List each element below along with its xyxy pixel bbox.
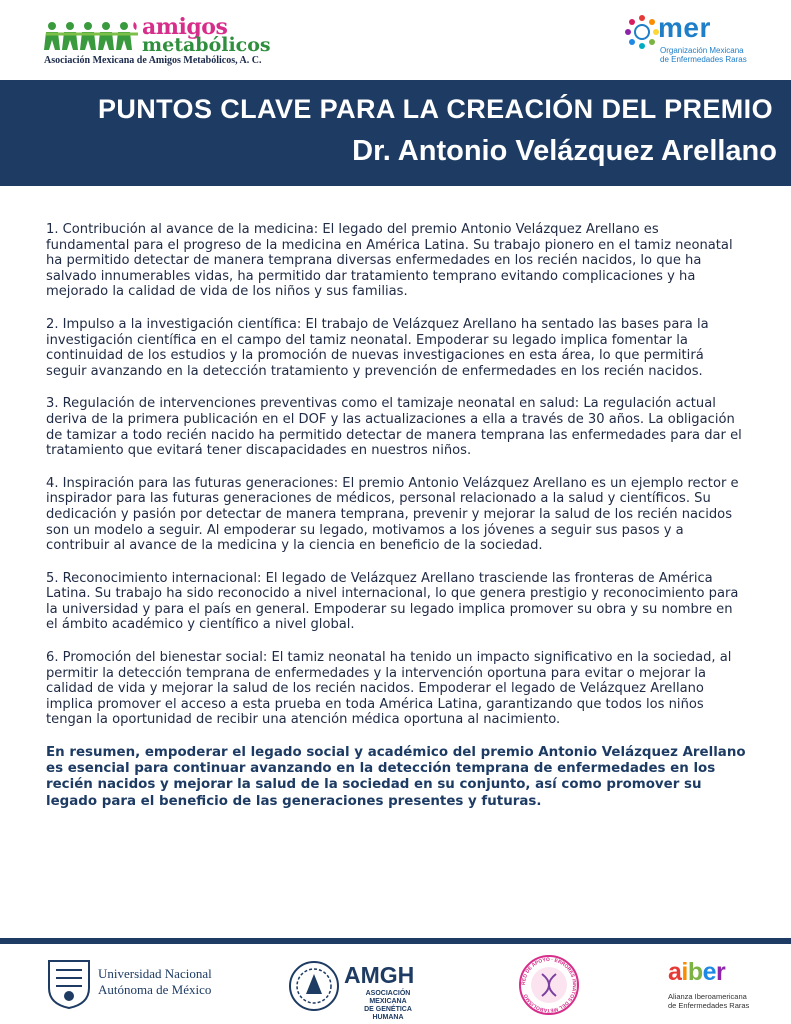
omer-logo [624,14,774,74]
aiber-sub-line2: de Enfermedades Raras [668,1001,750,1010]
point-4: 4. Inspiración para las futuras generaciones: El premio Antonio Velázquez Arellano es un ejemplo rector e inspirador para las futuras generaciones de médicos, personal relacionado a la salud y científicos. Su dedicación y pasión por detectar de manera temprana, prevenir y mejorar la salud de los recién nacidos son un modelo a seguir. Al empoderar su legado, motivamos a los jóvenes a seguir sus pasos y a contribuir al avance de la medicina y la ciencia en beneficio de la sociedad. [46,475,739,554]
unam-line2: Autónoma de México [98,982,212,997]
unam-logo [46,958,212,1014]
aiber-logo [668,958,768,1018]
aiber-word: aiber [668,958,726,986]
red-de-apoyo-logo [518,954,580,1016]
amigos-brand-line2: metabólicos [142,34,271,56]
omer-name: mer [658,12,711,43]
amgh-sub-line1: ASOCIACIÓN MEXICANA [365,990,411,1005]
point-3: 3. Regulación de intervenciones preventivas como el tamizaje neonatal en salud: La regulación actual deriva de la primera publicación en el DOF y las actualizaciones a ella a través de 30 años. La obligación de tamizar a todo recién nacido ha permitido detectar de manera temprana las enfermedades para dar el tratamiento que evitará tener discapacidades en nuestros niños. [46,396,742,459]
omer-flower-icon [624,14,660,50]
amigos-brand-line1: amigos [142,14,228,40]
people-figures-icon [44,20,140,54]
footer-logos [0,944,791,1024]
amgh-logo [288,960,448,1021]
omer-tagline-line1: Organización Mexicana [660,46,744,55]
point-2: 2. Impulso a la investigación científica: El trabajo de Velázquez Arellano ha sentado las bases para la investigación científica en el campo del tamiz neonatal. Empoderar su legado implica fomentar la continuidad de los estudios y la promoción de nuevas investigaciones en esta área, lo que permitirá seguir avanzando en la detección tratamiento y prevención de enfermedades en los recién nacidos. [46,316,709,379]
amgh-subtitle [348,990,428,1022]
title-banner [0,80,791,186]
header-logos [0,0,791,80]
point-1: 1. Contribución al avance de la medicina: El legado del premio Antonio Velázquez Arellano es fundamental para el progreso de la medicina en América Latina. Su trabajo pionero en el tamiz neonatal ha permitido detectar de manera temprana diversas enfermedades en los recién nacidos, lo que ha salvado innumerables vidas, ha permitido dar tratamiento temprano evitando complicaciones y ha mejorado la calidad de vida de los niños y sus familias. [46,222,733,300]
summary-paragraph: En resumen, empoderar el legado social y académico del premio Antonio Velázquez Arellano es esencial para continuar avanzando en la detección temprana de enfermedades en los recién nacidos y mejorar la salud de la sociedad en su conjunto, así como promover su legado para el beneficio de las generaciones presentes y futuras. [46,745,746,809]
amigos-subtitle: Asociación Mexicana de Amigos Metabólicos, A. C. [44,55,262,66]
unam-text [98,966,212,998]
unam-line1: Universidad Nacional [98,966,212,981]
unam-shield-icon [46,958,92,1010]
omer-tagline-line2: de Enfermedades Raras [660,55,747,64]
aiber-subtitle [668,992,768,1010]
red-de-apoyo-ring-text: RED DE APOYO · ERRORES INNATOS DEL METABOLISMO [520,956,578,1014]
omer-tagline [660,46,770,64]
amgh-sub-line2: DE GENÉTICA HUMANA [364,1006,412,1021]
point-6: 6. Promoción del bienestar social: El tamiz neonatal ha tenido un impacto significativo en la sociedad, al permitir la detección temprana de enfermedades y la intervención oportuna para evitar o mejorar la calidad de vida y mejorar la salud de los recién nacidos. Empoderar el legado de Velázquez Arellano implica promover el acceso a esta prueba en toda América Latina, garantizando que todos los niños tengan la oportunidad de recibir una atención médica oportuna al nacimiento. [46,650,732,728]
amgh-name: AMGH [344,962,415,988]
amgh-seal-icon [288,960,340,1012]
red-de-apoyo-dna-icon [518,954,580,1016]
point-5: 5. Reconocimiento internacional: El legado de Velázquez Arellano trasciende las fronteras de América Latina. Su trabajo ha sido reconocido a nivel internacional, lo que genera prestigio y reconocimiento para la universidad y para el país en general. Empoderar su legado implica promover su obra y su nombre en el ámbito académico y científico a nivel global. [46,570,739,633]
key-points-section [46,222,746,810]
page-title-line2: Dr. Antonio Velázquez Arellano [352,135,777,167]
page-title-line1: PUNTOS CLAVE PARA LA CREACIÓN DEL PREMIO [97,94,773,124]
amigos-metabolicos-logo [44,14,284,70]
aiber-sub-line1: Alianza Iberoamericana [668,992,747,1001]
